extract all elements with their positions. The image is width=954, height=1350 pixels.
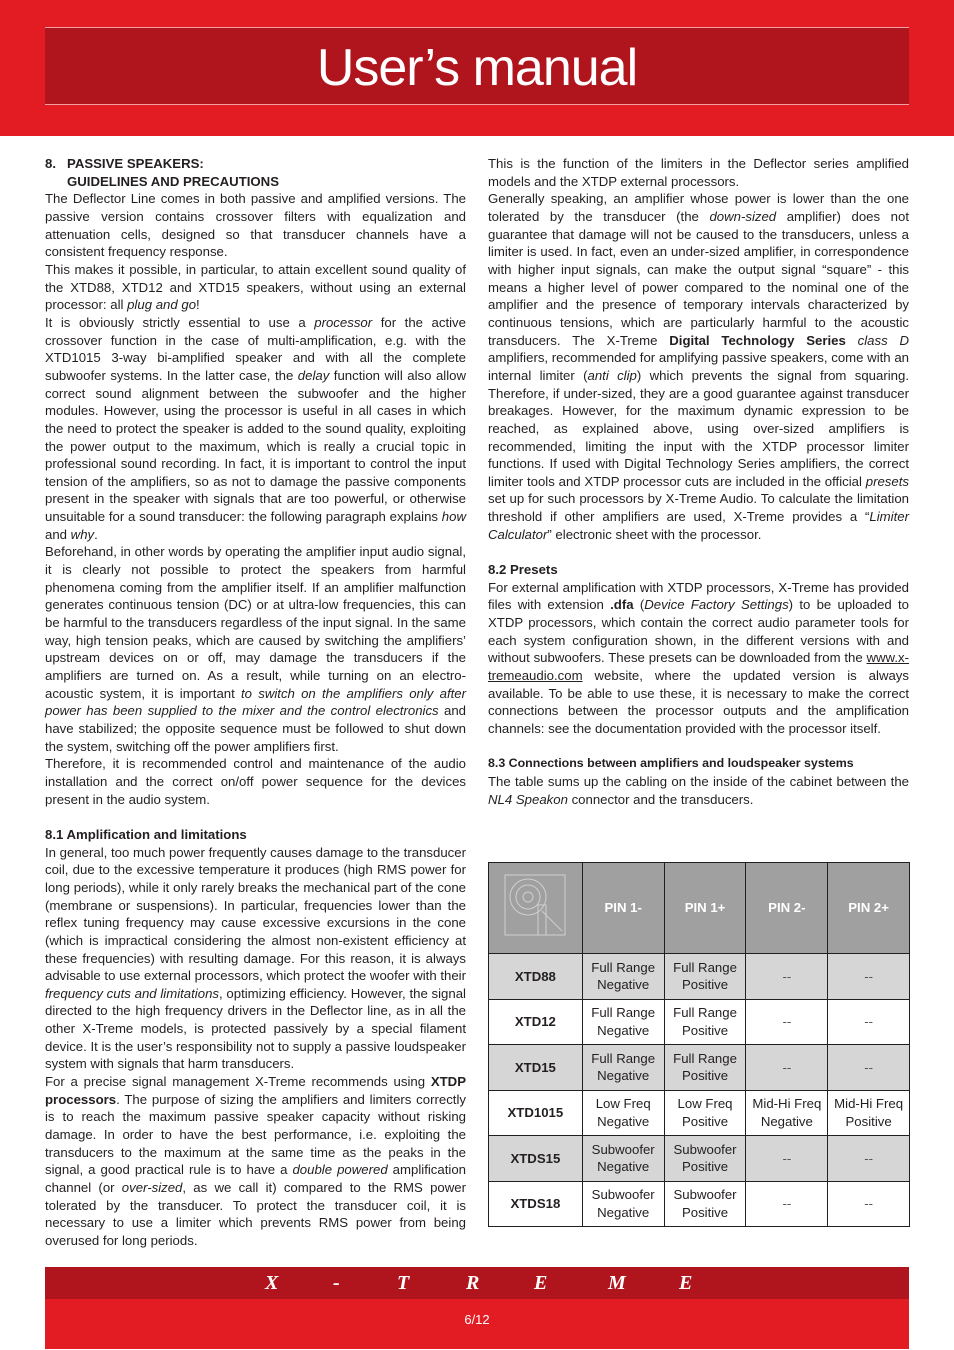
table-cell: -- — [828, 1136, 910, 1182]
section-8-3-title: 8.3 Connections between amplifiers and loudspeaker systems — [488, 756, 854, 771]
paragraph: The table sums up the cabling on the inside of the cabinet between the NL4 Speakon connector and the transducers. — [488, 773, 909, 807]
paragraph: This makes it possible, in particular, to attain excellent sound quality of the XTD88, XTD12 and XTD15 speakers, without using an external processor: all plug and go! — [45, 261, 466, 313]
row-model: XTD88 — [489, 954, 583, 1000]
table-cell: Full Range Positive — [664, 954, 746, 1000]
brand-letter: E — [679, 1272, 693, 1294]
connector-diagram — [489, 863, 583, 954]
table-cell: Mid-Hi Freq Positive — [828, 1090, 910, 1136]
row-model: XTDS18 — [489, 1181, 583, 1227]
table-row — [489, 1136, 910, 1182]
table-cell: Subwoofer Positive — [664, 1136, 746, 1182]
section-number: 8. — [45, 156, 56, 171]
table-cell: Full Range Positive — [664, 999, 746, 1045]
table-row — [489, 1090, 910, 1136]
footer — [45, 1267, 909, 1349]
section-title-line-2: GUIDELINES AND PRECAUTIONS — [67, 173, 279, 189]
table-row — [489, 1045, 910, 1091]
speakon-connector-icon — [504, 873, 566, 939]
connections-table — [488, 862, 910, 1227]
table-cell: -- — [746, 999, 828, 1045]
table-cell: -- — [746, 1136, 828, 1182]
row-model: XTD15 — [489, 1045, 583, 1091]
section-8-title — [45, 155, 466, 190]
title-box — [45, 27, 909, 105]
paragraph: Therefore, it is recommended control and maintenance of the audio installation and the correct on/off power sequence for the devices present in the audio system. — [45, 756, 466, 807]
table-cell: Subwoofer Negative — [582, 1136, 664, 1182]
page-number: 6/12 — [464, 1312, 490, 1327]
table-cell: -- — [746, 954, 828, 1000]
footer-brand-band — [45, 1267, 909, 1299]
paragraph: For a precise signal management X-Treme recommends using XTDP processors. The purpose of sizing the amplifiers and limiters correctly is to reach the maximum passive speaker capacity without risking damage. In order to have the best performance, i.e. exploiting the transducers to the maximum at the same time as the peaks in the signal, a good practical rule is to have a double powered amplification channel (or over-sized, as we call it) compared to the RMS power tolerated by the transducer. To protect the transducer coil, it is necessary to use a limiter which prevents RMS power from being overused for long periods. — [45, 1074, 466, 1249]
table-cell: Subwoofer Positive — [664, 1181, 746, 1227]
table-cell: Low Freq Negative — [582, 1090, 664, 1136]
table-cell: Full Range Positive — [664, 1045, 746, 1091]
table-cell: Full Range Negative — [582, 954, 664, 1000]
paragraph: It is obviously strictly essential to use a processor for the active crossover function in the case of multi-amplification, e.g. with the XTD1015 3-way bi-amplified speaker and with all the complete subwoofer systems. In the latter case, the delay function will also allow correct sound alignment between the subwoofer and the higher modules. However, using the processor is useful in all cases in which the need to protect the speaker is added to the sound quality, exploiting the power output to the maximum, which is really a crucial topic in professional sound recording. In fact, it is important to control the input tension of the amplifiers, so as not to damage the passive components present in the speaker with signals that are too powerful, or otherwise unsuitable for a sound transducer: the following paragraph explains how and why. — [45, 314, 467, 542]
right-column — [488, 155, 909, 808]
paragraph: Beforehand, in other words by operating the amplifier input audio signal, it is clearly not possible to protect the speakers from harmful phenomena coming from the amplifier itself. If an amplifier malfunction generates continuous tension (DC) or at ultra-low frequencies, this can be harmful to the transducers regardless of the input signal. In the same way, high tension peaks, which are caused by switching the amplifiers’ upstream devices on or off, may damage the transducers if the amplifiers are turned on. As a result, while turning on an electro-acoustic system, it is important to switch on the amplifiers only after power has been supplied to the mixer and the control electronics and have stabilized; the opposite sequence must be followed to shut down the system, switching off the power amplifiers first. — [45, 544, 467, 754]
header-pin-1-minus: PIN 1- — [582, 863, 664, 954]
row-model: XTD1015 — [489, 1090, 583, 1136]
paragraph: This is the function of the limiters in the Deflector series amplified models and the XTDP external processors. — [488, 156, 909, 189]
row-model: XTDS15 — [489, 1136, 583, 1182]
table-row — [489, 1181, 910, 1227]
brand-letter: - — [333, 1272, 340, 1294]
table-cell: -- — [828, 954, 910, 1000]
header-pin-2-minus: PIN 2- — [746, 863, 828, 954]
website-link[interactable]: www.x-tremeaudio.com — [488, 650, 909, 684]
table-cell: Full Range Negative — [582, 999, 664, 1045]
table-cell: Full Range Negative — [582, 1045, 664, 1091]
header-pin-1-plus: PIN 1+ — [664, 863, 746, 954]
table-cell: -- — [828, 999, 910, 1045]
brand-letter: R — [466, 1272, 480, 1294]
header-band — [0, 0, 954, 136]
table-cell: -- — [828, 1181, 910, 1227]
section-8-2-title: 8.2 Presets — [488, 562, 558, 578]
brand-letter: T — [397, 1272, 410, 1294]
brand-letter: E — [534, 1272, 548, 1294]
section-8-1-title: 8.1 Amplification and limitations — [45, 826, 247, 842]
table-cell: -- — [746, 1045, 828, 1091]
table-cell: -- — [828, 1045, 910, 1091]
brand-letter: M — [608, 1272, 626, 1294]
table-row — [489, 954, 910, 1000]
table-cell: Mid-Hi Freq Negative — [746, 1090, 828, 1136]
left-column — [45, 155, 466, 1250]
brand-wordmark — [45, 1271, 909, 1295]
table-header-row — [489, 863, 910, 954]
header-pin-2-plus: PIN 2+ — [828, 863, 910, 954]
table-cell: -- — [746, 1181, 828, 1227]
paragraph: The Deflector Line comes in both passive and amplified versions. The passive version contains crossover filters with equalization and attenuation cells, designed so that transducer channels have a consistent frequency response. — [45, 191, 466, 260]
table-cell: Subwoofer Negative — [582, 1181, 664, 1227]
brand-letter: X — [265, 1272, 279, 1294]
table-cell: Low Freq Positive — [664, 1090, 746, 1136]
paragraph: For external amplification with XTDP processors, X-Treme has provided files with extension .dfa (Device Factory Settings) to be uploaded to XTDP processors, which contain the correct audio parameter tools for each system configuration shown, in the different versions with and without subwoofers. These presets can be downloaded from the www.x-tremeaudio.com website, where the updated version is always available. To be able to use these, it is necessary to make the correct connections between the processor outputs and the amplification channels: see the documentation provided with the processor itself. — [488, 579, 910, 736]
row-model: XTD12 — [489, 999, 583, 1045]
page-title: User’s manual — [316, 39, 638, 97]
table-row — [489, 999, 910, 1045]
paragraph: In general, too much power frequently causes damage to the transducer coil, due to the excessive temperature it produces (high RMS power for long periods), while it only rarely breaks the mechanical part of the cone (membrane or suspensions). In particular, frequencies lower than the reflex tuning frequency may cause excessive excursions in the cone (which is impractical considering the almost non-existent efficiency at these frequencies) with resulting damage. For this reason, it is always advisable to use external processors, which protect the woofer with their frequency cuts and limitations, optimizing efficiency. However, the signal directed to the high frequency drivers in the Deflector line, as in all the other X-Treme models, is protected passively by a special filament device. It is the user’s responsibility not to supply a passive loudspeaker system with signals that harm transducers. — [45, 844, 466, 1072]
paragraph: Generally speaking, an amplifier whose power is lower than the one tolerated by the transducer (the down-sized amplifier) does not guarantee that damage will not be caused to the transducers, unless a limiter is used. In fact, even an under-sized amplifier, in correspondence with higher input signals, can make the output signal “square” - this means a higher level of power compared to the nominal one of the amplifier and the presence of temporary intervals characterized by continuous tensions, which are particularly harmful to the acoustic transducers. The X-Treme Digital Technology Series class D amplifiers, recommended for amplifying passive speakers, come with an internal limiter (anti clip) which prevents the signal from squaring. Therefore, if under-sized, they are a good guarantee against transducer breakages. However, for the maximum dynamic expression to be reached, as explained above, using over-sized amplifiers is recommended, limiting the input with the XTDP processor limiter functions. If used with Digital Technology Series amplifiers, the correct limiter tools and XTDP processor cuts are included in the official presets set up for such processors by X-Treme Audio. To calculate the limitation threshold if other amplifiers are used, X-Treme provides a “Limiter Calculator” electronic sheet with the processor. — [488, 191, 910, 542]
section-title-line-1: PASSIVE SPEAKERS: — [67, 156, 204, 171]
